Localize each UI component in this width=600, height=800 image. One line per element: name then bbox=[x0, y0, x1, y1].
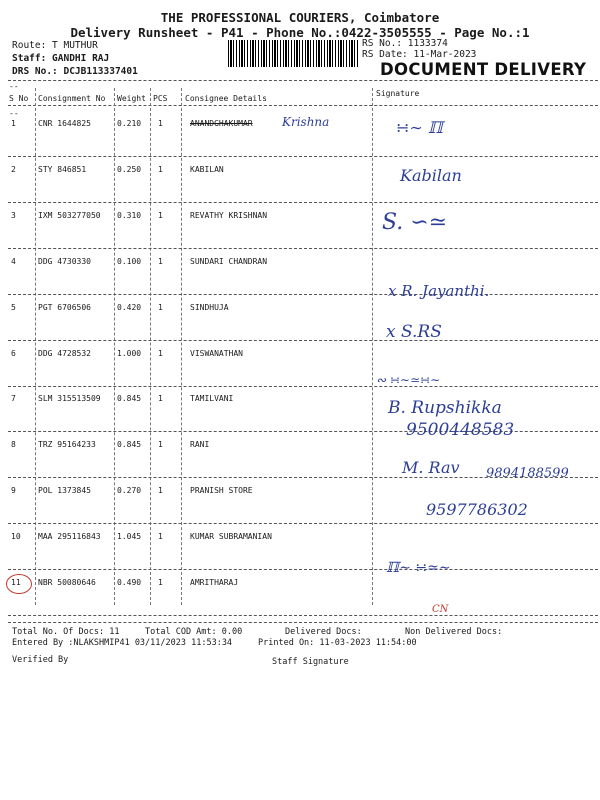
row-divider bbox=[8, 523, 598, 524]
signature-7-name: B. Rupshikka bbox=[388, 398, 502, 418]
pcs-value: 1 bbox=[158, 303, 163, 312]
col-pcs: PCS bbox=[153, 94, 168, 103]
row-sno: 6 bbox=[11, 349, 16, 358]
col-weight: Weight bbox=[117, 94, 146, 103]
pcs-value: 1 bbox=[158, 440, 163, 449]
company-title: THE PROFESSIONAL COURIERS, Coimbatore bbox=[160, 10, 440, 25]
pcs-value: 1 bbox=[158, 349, 163, 358]
staff-signature: Staff Signature bbox=[272, 657, 349, 667]
signature-8-phone: 9894188599 bbox=[486, 466, 569, 481]
consignment-number: CNR 1644825 bbox=[38, 119, 91, 128]
verified-by: Verified By bbox=[12, 655, 69, 665]
consignee-name: SUNDARI CHANDRAN bbox=[190, 257, 268, 266]
row-sno: 11 bbox=[11, 578, 21, 587]
row-divider bbox=[8, 569, 598, 570]
delivered-docs: Delivered Docs: bbox=[285, 627, 362, 637]
row-divider bbox=[8, 340, 598, 341]
weight-value: 0.250 bbox=[117, 165, 142, 174]
consignment-number: TRZ 95164233 bbox=[38, 440, 96, 449]
row-divider bbox=[8, 294, 598, 295]
signature-1: ∺∼ ℿ bbox=[396, 118, 444, 137]
consignment-number: DDG 4730330 bbox=[38, 257, 91, 266]
pcs-value: 1 bbox=[158, 578, 163, 587]
row-sno: 9 bbox=[11, 486, 16, 495]
signature-2: Kabilan bbox=[400, 166, 462, 185]
row-divider bbox=[8, 156, 598, 157]
col-consignee: Consignee Details bbox=[185, 94, 267, 103]
pcs-value: 1 bbox=[158, 119, 163, 128]
consignee-name: SINDHUJA bbox=[190, 303, 229, 312]
row-divider bbox=[8, 202, 598, 203]
signature-3: S. ∽≃ bbox=[382, 210, 448, 235]
route-label: Route: T MUTHUR bbox=[12, 40, 98, 51]
row-sno: 2 bbox=[11, 165, 16, 174]
row-sno: 10 bbox=[11, 532, 21, 541]
staff-label: Staff: GANDHI RAJ bbox=[12, 53, 110, 64]
row-divider bbox=[8, 248, 598, 249]
entered-by: Entered By :NLAKSHMIP41 03/11/2023 11:53:34 bbox=[12, 638, 233, 648]
row-sno: 5 bbox=[11, 303, 16, 312]
row-sno: 3 bbox=[11, 211, 16, 220]
consignment-number: MAA 295116843 bbox=[38, 532, 101, 541]
weight-value: 0.420 bbox=[117, 303, 142, 312]
pcs-value: 1 bbox=[158, 211, 163, 220]
signature-6: ∾ ∺∼≃∺∼ bbox=[376, 373, 441, 387]
col-sno: S No bbox=[9, 94, 29, 103]
signature-7-phone: 9500448583 bbox=[406, 420, 515, 440]
row-sno: 7 bbox=[11, 394, 16, 403]
weight-value: 0.845 bbox=[117, 440, 142, 449]
signature-4: x R. Jayanthi. bbox=[388, 282, 490, 300]
consignee-name: KUMAR SUBRAMANIAN bbox=[190, 532, 272, 541]
signature-10: ℿ∼ ∺≃∼ bbox=[386, 560, 451, 576]
pcs-value: 1 bbox=[158, 486, 163, 495]
rs-number: RS No.: 1133374 bbox=[362, 38, 448, 49]
row-divider bbox=[8, 386, 598, 387]
total-cod: Total COD Amt: 0.00 bbox=[145, 627, 243, 637]
row-sno: 1 bbox=[11, 119, 16, 128]
row-sno: 4 bbox=[11, 257, 16, 266]
weight-value: 0.490 bbox=[117, 578, 142, 587]
consignment-number: SLM 315513509 bbox=[38, 394, 101, 403]
consignee-name: REVATHY KRISHNAN bbox=[190, 211, 268, 220]
rs-date: RS Date: 11-Mar-2023 bbox=[362, 49, 477, 60]
weight-value: 0.100 bbox=[117, 257, 142, 266]
consignment-number: IXM 503277050 bbox=[38, 211, 101, 220]
signature-5: x S.RS bbox=[386, 322, 442, 342]
weight-value: 1.000 bbox=[117, 349, 142, 358]
signature-11: CN bbox=[432, 604, 449, 615]
row-11-circle-mark bbox=[6, 574, 32, 594]
col-consignment: Consignment No bbox=[38, 94, 106, 103]
signature-9-phone: 9597786302 bbox=[426, 500, 528, 519]
consignee-name: VISWANATHAN bbox=[190, 349, 243, 358]
col-signature: Signature bbox=[376, 89, 420, 98]
consignee-name: PRANISH STORE bbox=[190, 486, 253, 495]
weight-value: 0.310 bbox=[117, 211, 142, 220]
consignment-number: POL 1373845 bbox=[38, 486, 91, 495]
consignee-name: ANANDGHAKUMAR bbox=[190, 119, 253, 128]
consignment-number: DDG 4728532 bbox=[38, 349, 91, 358]
weight-value: 1.045 bbox=[117, 532, 142, 541]
consignee-name: KABILAN bbox=[190, 165, 224, 174]
consignment-number: NBR 50080646 bbox=[38, 578, 96, 587]
weight-value: 0.210 bbox=[117, 119, 142, 128]
weight-value: 0.270 bbox=[117, 486, 142, 495]
weight-value: 0.845 bbox=[117, 394, 142, 403]
barcode-image bbox=[228, 40, 358, 67]
consignment-number: STY 846851 bbox=[38, 165, 87, 174]
consignment-number: PGT 6706506 bbox=[38, 303, 91, 312]
printed-on: Printed On: 11-03-2023 11:54:00 bbox=[258, 638, 417, 648]
pcs-value: 1 bbox=[158, 257, 163, 266]
drs-number: DRS No.: DCJB113337401 bbox=[12, 66, 138, 77]
row-sno: 8 bbox=[11, 440, 16, 449]
runsheet-title: Delivery Runsheet - P41 - Phone No.:0422-3505555 - Page No.:1 bbox=[70, 25, 530, 40]
pcs-value: 1 bbox=[158, 532, 163, 541]
non-delivered-docs: Non Delivered Docs: bbox=[405, 627, 503, 637]
pcs-value: 1 bbox=[158, 165, 163, 174]
total-docs: Total No. Of Docs: 11 bbox=[12, 627, 120, 637]
signature-8-name: M. Rav bbox=[402, 458, 460, 477]
document-delivery-stamp: DOCUMENT DELIVERY bbox=[380, 60, 587, 79]
pcs-value: 1 bbox=[158, 394, 163, 403]
consignee-name: AMRITHARAJ bbox=[190, 578, 239, 587]
row-divider bbox=[8, 615, 598, 616]
consignee-note: Krishna bbox=[282, 115, 330, 129]
consignee-name: RANI bbox=[190, 440, 210, 449]
consignee-name: TAMILVANI bbox=[190, 394, 234, 403]
